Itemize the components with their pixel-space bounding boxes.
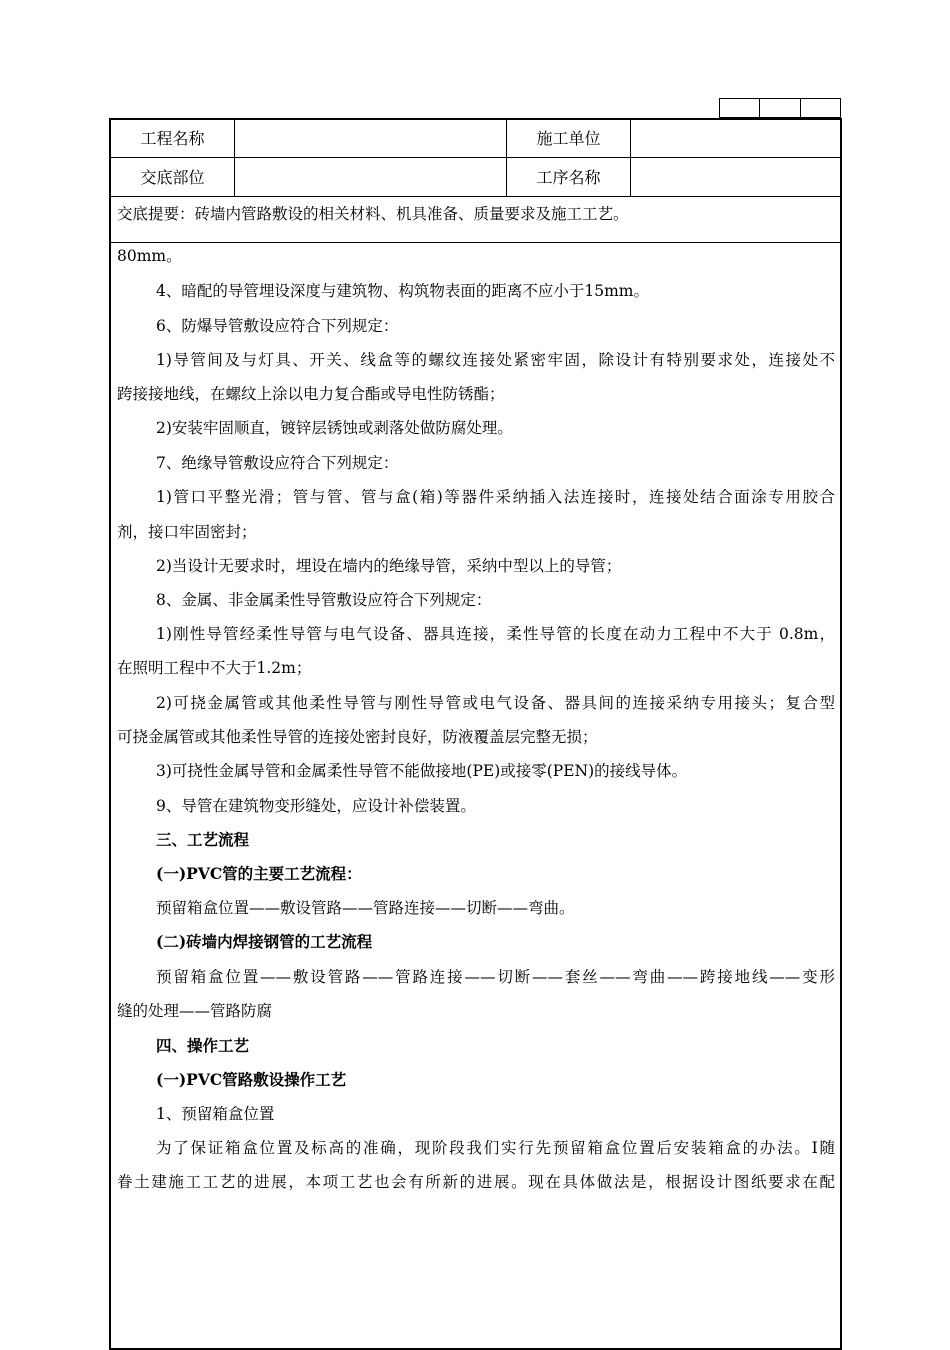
body-line: 预留箱盒位置——敷设管路——管路连接——切断——套丝——弯曲——跨接地线——变形 [156, 968, 835, 986]
section-heading: 三、工艺流程 [156, 830, 250, 849]
body-line: 在照明工程中不大于1.2m； [117, 659, 312, 677]
number-box [800, 98, 841, 118]
body-line: 7、绝缘导管敷设应符合下列规定： [156, 454, 399, 472]
body-line: 预留箱盒位置——敷设管路——管路连接——切断——弯曲。 [156, 899, 575, 917]
disclosure-part-label: 交底部位 [140, 168, 205, 187]
body-line: 1)导管间及与灯具、开关、线盒等的螺纹连接处紧密牢固，除设计有特别要求处，连接处不 [156, 351, 835, 369]
subsection-heading: (一)PVC管的主要工艺流程： [156, 864, 362, 883]
body-line: 9、导管在建筑物变形缝处，应设计补偿装置。 [156, 797, 476, 815]
construction-unit-value [631, 120, 840, 157]
construction-unit-label: 施工单位 [536, 129, 601, 148]
section-heading: 四、操作工艺 [156, 1036, 250, 1055]
body-line: 跨接接地线，在螺纹上涂以电力复合酯或导电性防锈酯； [117, 385, 505, 403]
body-line: 2)可挠金属管或其他柔性导管与刚性导管或电气设备、器具间的连接采纳专用接头；复合型 [156, 694, 835, 712]
row-divider [111, 196, 840, 197]
body-line: 为了保证箱盒位置及标高的准确，现阶段我们实行先预留箱盒位置后安装箱盒的办法。I随 [156, 1139, 835, 1157]
body-line: 1、预留箱盒位置 [156, 1105, 275, 1123]
document-number-boxes [719, 98, 841, 118]
row-divider [111, 242, 840, 243]
disclosure-part-value [235, 158, 506, 196]
number-box [719, 98, 759, 118]
process-name-label: 工序名称 [536, 168, 601, 187]
body-line: 1)管口平整光滑；管与管、管与盒(箱)等器件采纳插入法连接时，连接处结合面涂专用胶合 [156, 488, 835, 506]
body-line: 眷土建施工工艺的进展，本项工艺也会有所新的进展。现在具体做法是，根据设计图纸要求在配 [117, 1173, 835, 1191]
body-line: 6、防爆导管敷设应符合下列规定： [156, 317, 399, 335]
body-line: 缝的处理——管路防腐 [117, 1002, 273, 1020]
body-line: 8、金属、非金属柔性导管敷设应符合下列规定： [156, 591, 492, 609]
body-line: 80mm。 [117, 247, 182, 265]
subsection-heading: (二)砖墙内焊接钢管的工艺流程 [156, 932, 373, 951]
body-line: 2)安装牢固顺直，镀锌层锈蚀或剥落处做防腐处理。 [156, 419, 513, 437]
disclosure-form [109, 118, 842, 1350]
body-line: 1)刚性导管经柔性导管与电气设备、器具连接，柔性导管的长度在动力工程中不大于 0.8m， [156, 625, 835, 643]
disclosure-summary: 交底提要：砖墙内管路敷设的相关材料、机具准备、质量要求及施工工艺。 [117, 205, 629, 223]
process-name-value [631, 158, 840, 196]
body-line: 可挠金属管或其他柔性导管的连接处密封良好，防液覆盖层完整无损； [117, 728, 598, 746]
body-line: 4、暗配的导管埋设深度与建筑物、构筑物表面的距离不应小于15mm。 [156, 282, 649, 300]
body-line: 剂，接口牢固密封； [117, 523, 257, 541]
body-line: 3)可挠性金属导管和金属柔性导管不能做接地(PE)或接零(PEN)的接线导体。 [156, 762, 688, 780]
subsection-heading: (一)PVC管路敷设操作工艺 [156, 1070, 347, 1089]
project-name-value [235, 120, 506, 157]
number-box [759, 98, 799, 118]
project-name-label: 工程名称 [140, 129, 205, 148]
body-line: 2)当设计无要求时，埋设在墙内的绝缘导管，采纳中型以上的导管； [156, 557, 622, 575]
